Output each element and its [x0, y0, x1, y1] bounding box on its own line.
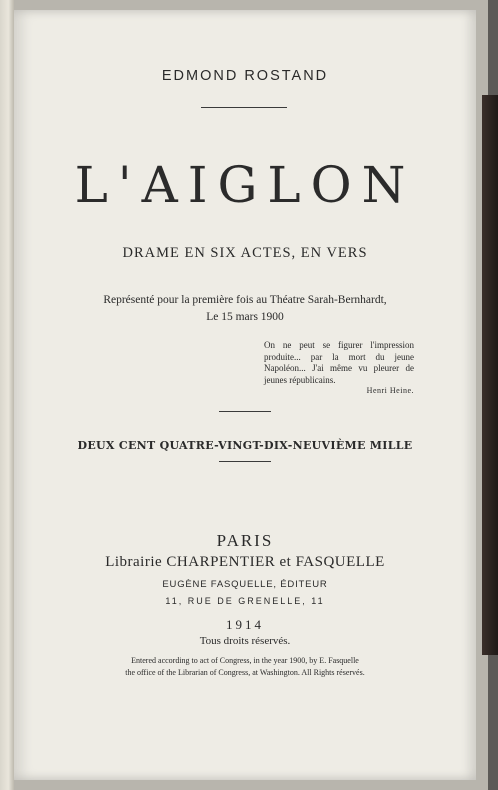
publisher-name: Librairie CHARPENTIER et FASQUELLE	[105, 554, 385, 570]
book-cover-edge	[482, 95, 498, 655]
publisher-editor: EUGÈNE FASQUELLE, ÉDITEUR	[162, 579, 328, 590]
copyright-line: Entered according to act of Congress, in the year 1900, by E. Fasquelle	[131, 656, 359, 665]
left-page-edge	[0, 0, 14, 790]
performance-note: Représenté pour la première fois au Théatre Sarah-Bernhardt,	[103, 294, 387, 306]
performance-date: Le 15 mars 1900	[206, 311, 284, 323]
copyright-line: the office of the Librarian of Congress, at Washington. All Rights réservés.	[125, 668, 365, 677]
epigraph-text: On ne peut se figurer l'impression produite... par la mort du jeune Napoléon... J'ai même vu pleurer de jeunes républicains.	[264, 340, 414, 385]
author-name: EDMOND ROSTAND	[161, 68, 329, 84]
divider	[201, 107, 287, 108]
book-subtitle: DRAME EN SIX ACTES, EN VERS	[122, 245, 368, 261]
title-page	[14, 10, 476, 780]
divider	[219, 411, 271, 412]
epigraph-author: Henri Heine.	[366, 386, 414, 395]
edition-statement: DEUX CENT QUATRE-VINGT-DIX-NEUVIÈME MILLE	[77, 439, 413, 452]
rights-notice: Tous droits réservés.	[199, 635, 291, 647]
publication-year: 1914	[226, 617, 264, 632]
publisher-address: 11, RUE DE GRENELLE, 11	[165, 596, 325, 606]
publisher-city: PARIS	[216, 531, 274, 550]
book-title: L'AIGLON	[74, 156, 416, 214]
divider	[219, 461, 271, 462]
